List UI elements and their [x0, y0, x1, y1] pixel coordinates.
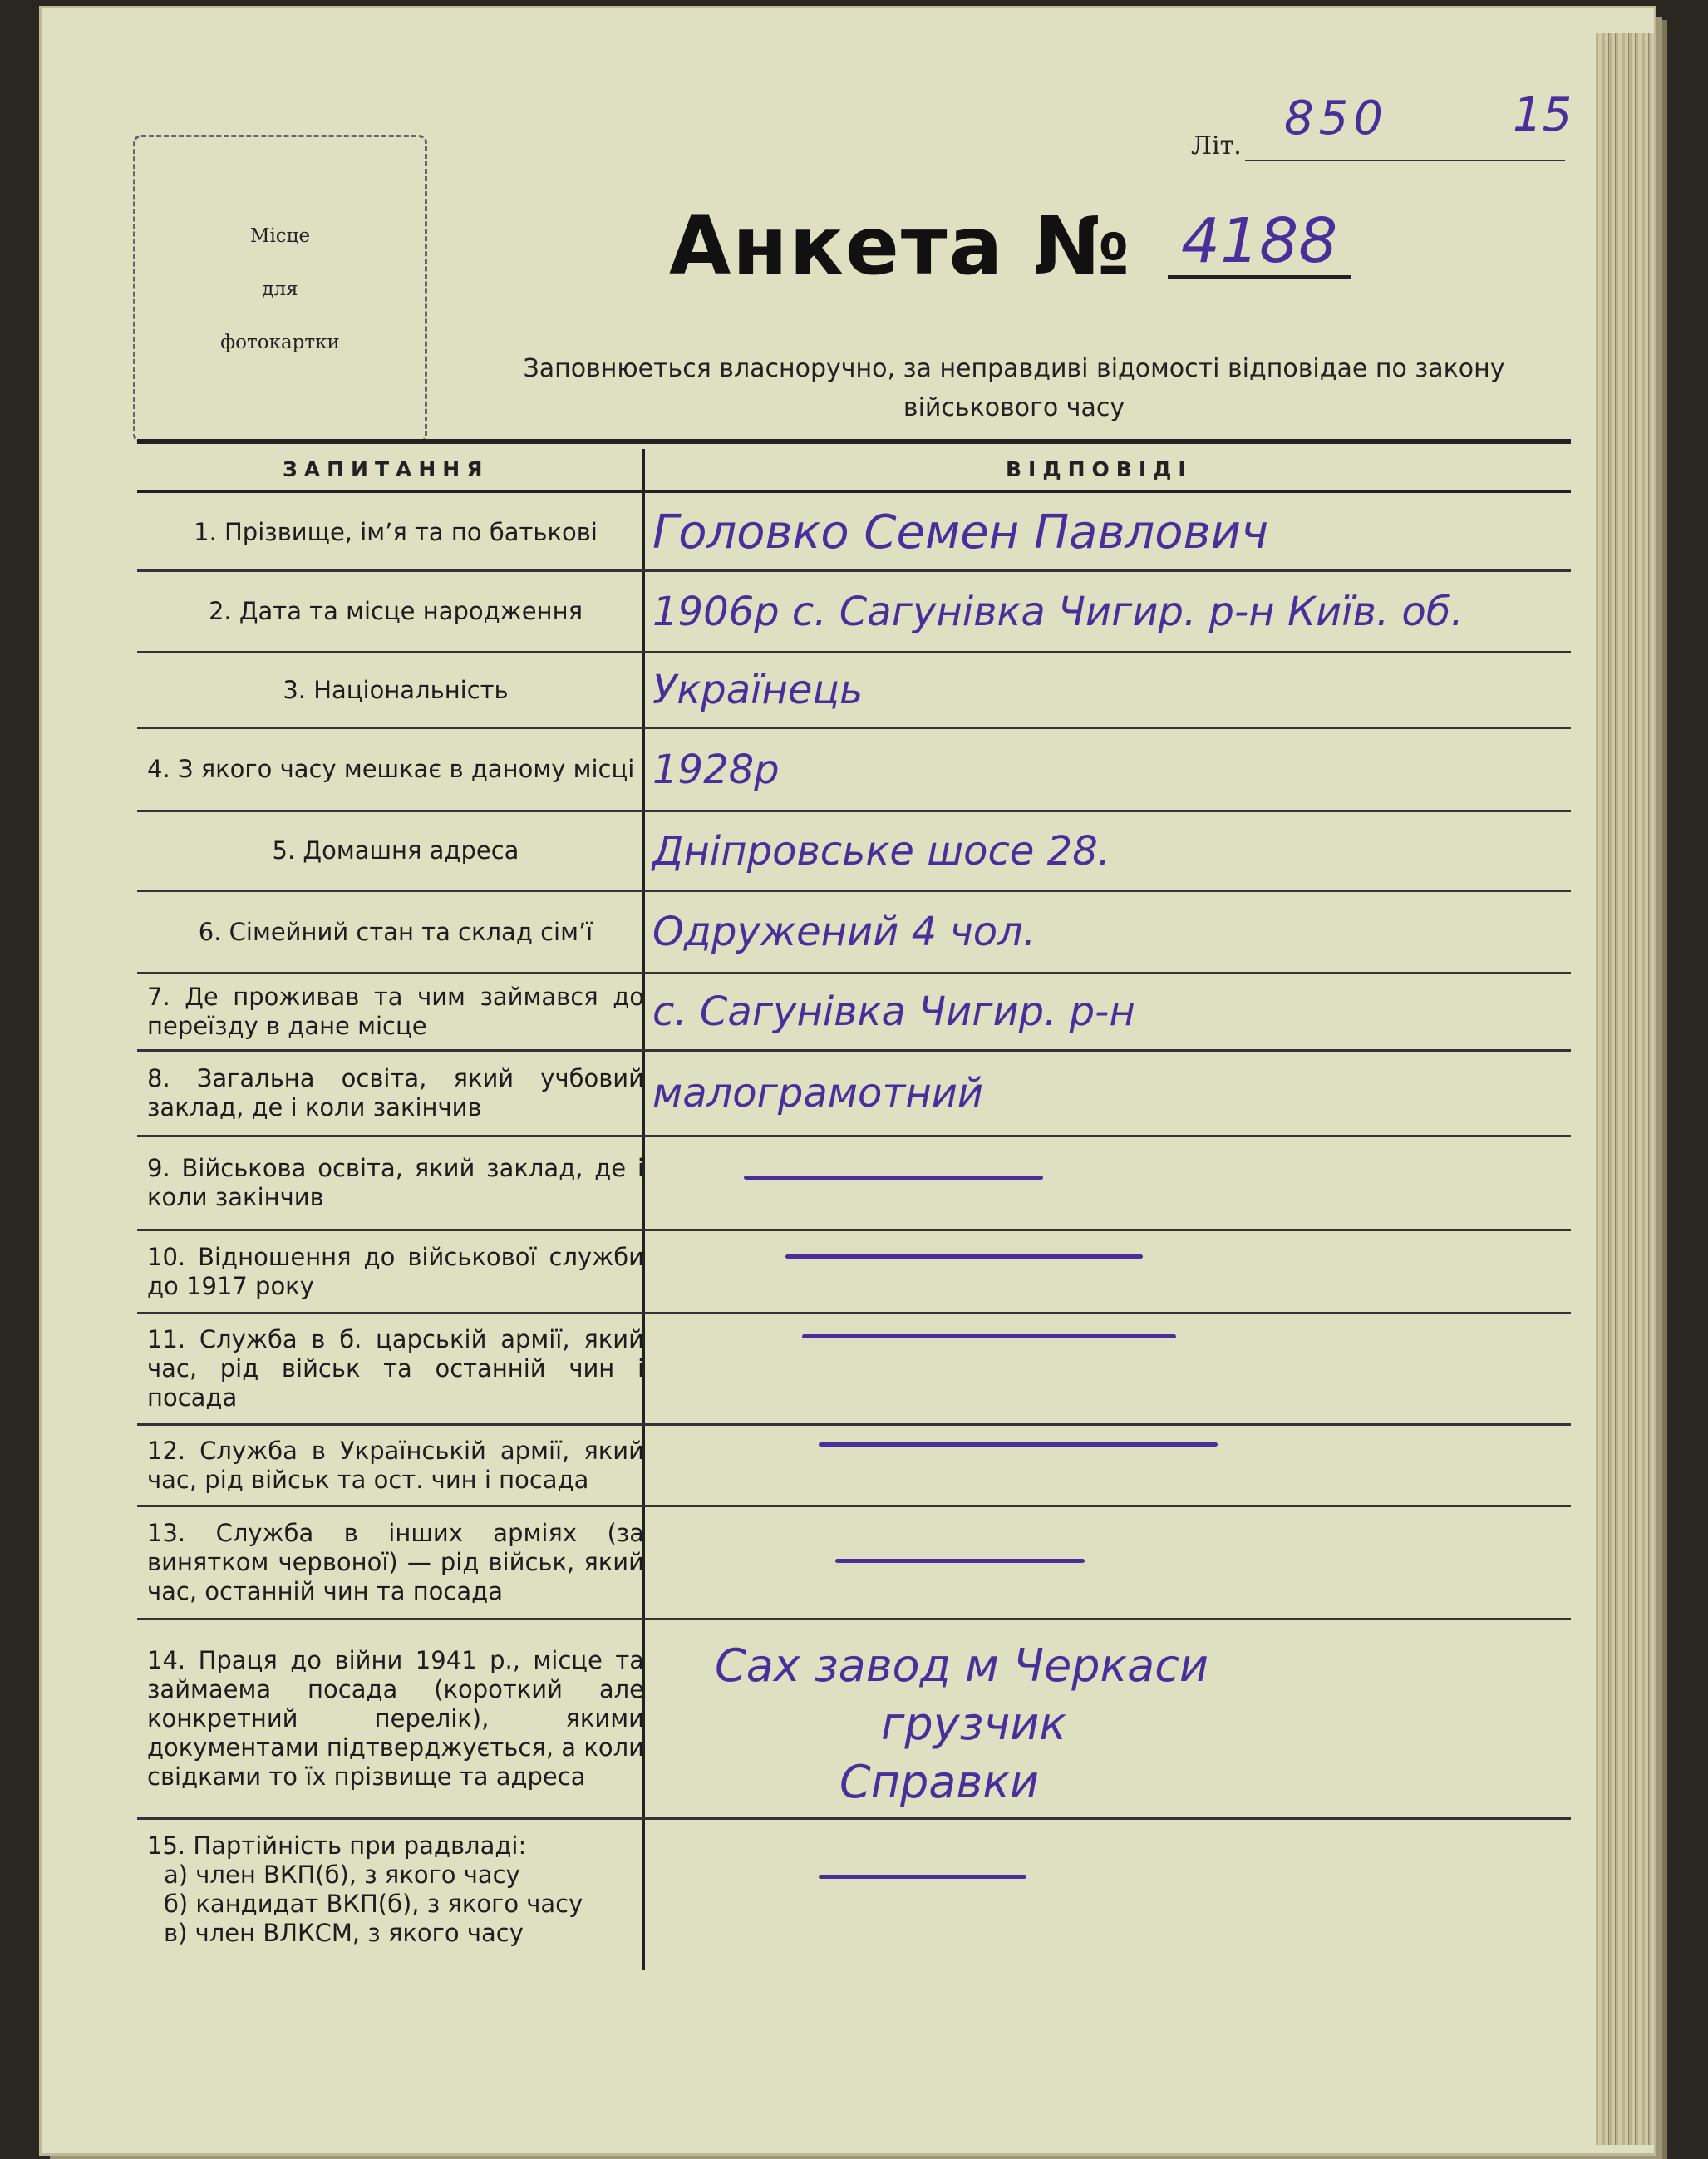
lit-label: Літ. — [1191, 131, 1242, 160]
answer-14 — [715, 1637, 1208, 1811]
answer-14-line-1: Сах завод м Черкаси — [715, 1639, 1208, 1692]
table-row — [137, 495, 1571, 572]
answer-3: Українець — [652, 667, 864, 713]
answer-6: Одружений 4 чол. — [652, 909, 1036, 955]
header-questions: ЗАПИТАННЯ — [283, 457, 490, 481]
answer-5: Дніпровське шосе 28. — [652, 827, 1110, 875]
answer-11-dash — [802, 1334, 1176, 1338]
answer-13-dash — [835, 1559, 1085, 1563]
question-13: 13. Служба в інших арміях (за винятком червоної) — рід військ, який час, останній чин та посада — [147, 1519, 644, 1605]
table-header-rule — [137, 490, 1571, 493]
question-6: 6. Сімейний стан та склад сімʼї — [198, 917, 593, 946]
answer-2: 1906р с. Сагунівка Чигир. р-н Київ. об. — [652, 588, 1464, 635]
answer-7: с. Сагунівка Чигир. р-н — [652, 988, 1135, 1035]
answer-1: Головко Семен Павлович — [652, 505, 1269, 559]
page-stack-edge — [1596, 33, 1654, 2145]
photo-label-1: Місце — [249, 224, 311, 247]
table-row — [137, 653, 1571, 729]
question-3: 3. Національність — [283, 675, 509, 704]
question-7: 7. Де проживав та чим займався до переїзду в дане місце — [147, 983, 644, 1040]
table-row — [137, 1620, 1571, 1820]
table-row — [137, 1231, 1571, 1314]
question-10: 10. Відношення до військової служби до 1917 року — [147, 1242, 644, 1300]
lit-line — [1245, 160, 1565, 161]
answer-9-dash — [744, 1176, 1043, 1180]
table-row — [137, 1426, 1571, 1507]
answer-15-dash — [819, 1875, 1026, 1879]
question-15 — [147, 1820, 644, 1968]
question-1: 1. Прізвище, імʼя та по батькові — [194, 517, 598, 546]
table-row — [137, 1314, 1571, 1426]
subtitle-line-1: Заповнюеться власноручно, за неправдиві відомості відповідае по закону — [523, 354, 1505, 383]
question-4: 4. З якого часу мешкає в даному місці — [147, 755, 635, 783]
question-15-title: 15. Партійність при радвладі: — [147, 1831, 527, 1860]
question-15-c: в) член ВЛКСМ, з якого часу — [164, 1919, 524, 1947]
question-2: 2. Дата та місце народження — [208, 597, 583, 625]
form-subtitle — [457, 349, 1571, 427]
photo-label-2: для — [262, 278, 298, 300]
answer-14-line-2: грузчик — [881, 1698, 1066, 1750]
answer-14-line-3: Справки — [839, 1756, 1039, 1808]
table-row — [137, 1820, 1571, 1968]
photo-placeholder — [133, 135, 427, 443]
question-15-b: б) кандидат ВКП(б), з якого часу — [164, 1890, 583, 1918]
table-row — [137, 892, 1571, 974]
form-number: 4188 — [1168, 208, 1351, 279]
sheet-number: 15 — [1513, 88, 1573, 142]
table-row — [137, 729, 1571, 812]
table-row — [137, 1137, 1571, 1231]
table-row — [137, 1507, 1571, 1620]
question-15-a: а) член ВКП(б), з якого часу — [164, 1861, 520, 1889]
question-12: 12. Служба в Українській армії, який час, рід військ та ост. чин і посада — [147, 1436, 644, 1494]
table-row — [137, 572, 1571, 653]
question-5: 5. Домашня адреса — [272, 836, 519, 865]
answer-8: малограмотний — [652, 1070, 984, 1116]
question-11: 11. Служба в б. царській армії, який час, рід військ та останній чин і посада — [147, 1325, 644, 1412]
question-9: 9. Військова освіта, який заклад, де і коли закінчив — [147, 1154, 644, 1211]
questionnaire-page — [42, 8, 1654, 2153]
header-answers: ВІДПОВІДІ — [1006, 457, 1193, 481]
table-top-rule — [137, 439, 1571, 444]
table-row — [137, 1052, 1571, 1137]
subtitle-line-2: військового часу — [903, 393, 1125, 422]
table-row — [137, 974, 1571, 1052]
lit-number: 850 — [1284, 91, 1388, 145]
question-14: 14. Праця до війни 1941 р., місце та займаема посада (короткий але конкретний перелік), якими документами підтверджується, а коли свідками то їх прізвище та адреса — [147, 1646, 644, 1791]
answer-12-dash — [819, 1442, 1218, 1447]
photo-label-3: фотокартки — [220, 331, 340, 353]
answer-4: 1928р — [652, 746, 780, 793]
table-row — [137, 812, 1571, 892]
form-title: Анкета № — [669, 200, 1132, 293]
answer-10-dash — [785, 1254, 1143, 1259]
question-8: 8. Загальна освіта, який учбовий заклад, де і коли закінчив — [147, 1064, 644, 1121]
